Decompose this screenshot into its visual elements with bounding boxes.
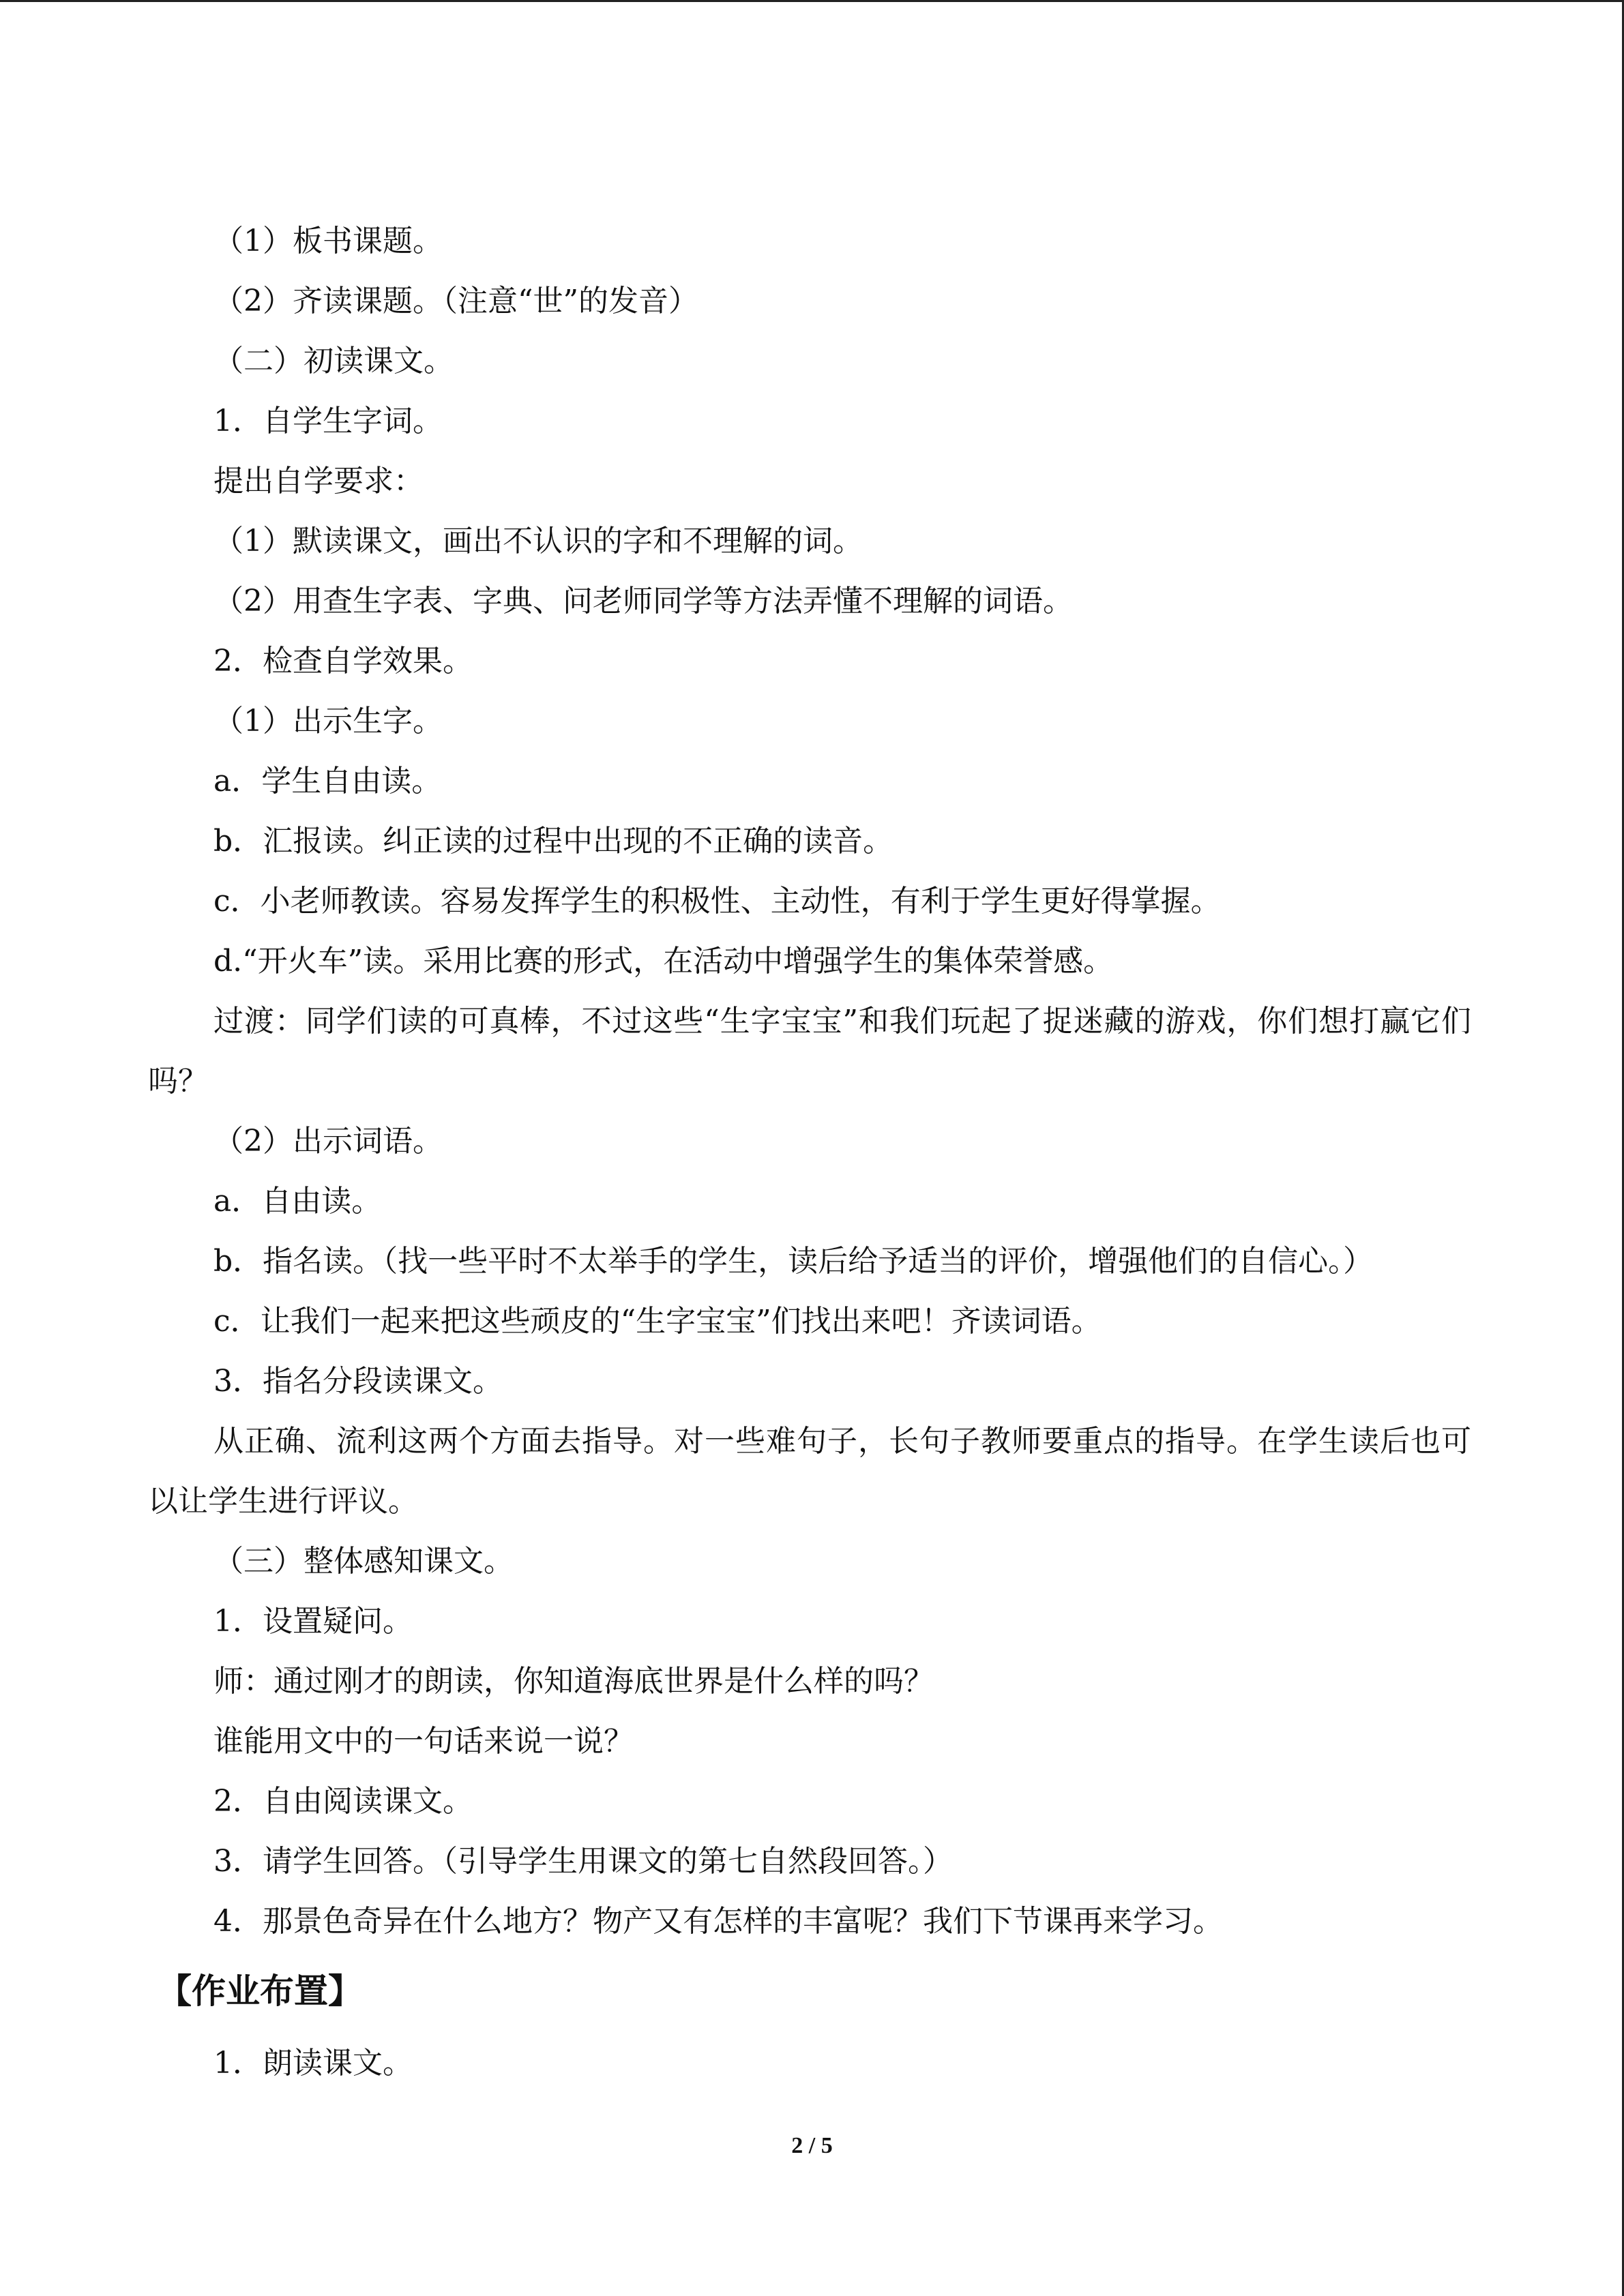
homework-item: 1．朗读课文。 [213,2046,413,2081]
paragraph-read-title: （2）齐读课题。（注意“世”的发音） [213,284,698,318]
paragraph-find-words: c．让我们一起来把这些顽皮的“生字宝宝”们找出来吧！齐读词语。 [213,1304,1102,1339]
paragraph-free-reading: 2．自由阅读课文。 [213,1784,473,1819]
paragraph-self-study: 1．自学生字词。 [213,404,443,438]
paragraph-student-answer: 3．请学生回答。（引导学生用课文的第七自然段回答。） [213,1844,953,1879]
paragraph-silent-read: （1）默读课文，画出不认识的字和不理解的词。 [213,524,863,558]
subsection-first-reading: （二）初读课文。 [213,344,454,378]
paragraph-train-read: d.“开火车”读。采用比赛的形式，在活动中增强学生的集体荣誉感。 [213,944,1114,979]
paragraph-guidance: 从正确、流利这两个方面去指导。对一些难句子，长句子教师要重点的指导。在学生读后也可以让学生进行评议。 [148,1424,1471,1519]
subsection-overall-perception: （三）整体感知课文。 [213,1544,514,1579]
paragraph-check-effect: 2．检查自学效果。 [213,644,473,679]
paragraph-words-free-read: a．自由读。 [213,1184,382,1219]
document-body [148,211,1471,2093]
paragraph-section-read: 3．指名分段读课文。 [213,1364,503,1399]
paragraph-report-read: b．汇报读。纠正读的过程中出现的不正确的读音。 [213,824,894,859]
paragraph-teacher-question: 师：通过刚才的朗读，你知道海底世界是什么样的吗？ [213,1664,934,1699]
paragraph-free-read: a．学生自由读。 [213,764,442,799]
page-number: 2 / 5 [791,2133,833,2158]
paragraph-board-title: （1）板书课题。 [213,224,443,258]
paragraph-dictionary: （2）用查生字表、字典、问老师同学等方法弄懂不理解的词语。 [213,584,1073,618]
paragraph-little-teacher: c．小老师教读。容易发挥学生的积极性、主动性，有利于学生更好得掌握。 [213,884,1221,919]
paragraph-study-requirements: 提出自学要求： [213,464,424,498]
paragraph-transition: 过渡：同学们读的可真棒，不过这些“生字宝宝”和我们玩起了捉迷藏的游戏，你们想打赢它们吗？ [148,1004,1471,1099]
paragraph-show-characters: （1）出示生字。 [213,704,443,739]
paragraph-show-words: （2）出示词语。 [213,1124,443,1159]
paragraph-next-lesson: 4．那景色奇异在什么地方？物产又有怎样的丰富呢？我们下节课再来学习。 [213,1904,1223,1939]
paragraph-set-questions: 1．设置疑问。 [213,1604,413,1639]
paragraph-who-can-say: 谁能用文中的一句话来说一说？ [213,1724,634,1759]
paragraph-named-read: b．指名读。（找一些平时不太举手的学生，读后给予适当的评价，增强他们的自信心。） [213,1244,1374,1279]
section-heading-homework: 【作业布置】 [158,1971,362,2011]
